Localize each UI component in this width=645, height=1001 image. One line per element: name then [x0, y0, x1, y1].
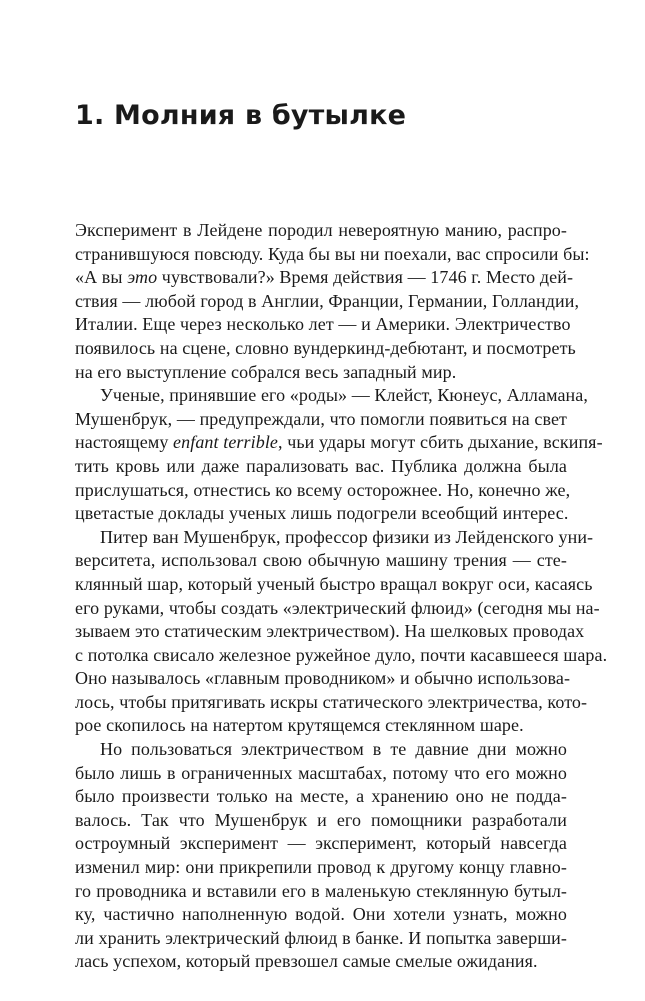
- text-line: [75, 361, 567, 385]
- paragraph: [75, 738, 567, 974]
- text-line: [75, 738, 567, 762]
- text-run: настоящему: [75, 432, 174, 453]
- text-line: [75, 408, 567, 432]
- text-line: [75, 266, 574, 290]
- text-line: [75, 431, 603, 455]
- text-line: [75, 549, 567, 573]
- paragraph: [75, 526, 608, 738]
- text-run: Эксперимент в Лейдене породил невероятную манию, распро-: [75, 220, 567, 240]
- text-line: [75, 880, 567, 904]
- text-run: го проводника и вставили его в маленькую стеклянную бутыл-: [75, 880, 567, 901]
- text-line: [75, 620, 585, 644]
- text-run: Питер ван Мушенбрук, профессор физики из Лейденского уни-: [100, 526, 594, 547]
- text-run: чувствовали?» Время действия — 1746 г. Место дей-: [157, 267, 574, 288]
- text-run: остроумный эксперимент — эксперимент, который навсегда: [75, 833, 567, 854]
- text-run: , чьи удары могут сбить дыхание, вскипя-: [278, 432, 603, 453]
- text-run: ли хранить электрический флюид в банке. И попытка заверши-: [75, 927, 567, 948]
- text-run: цветастые доклады ученых лишь подогрели всеобщий интерес.: [75, 503, 569, 524]
- text-line: [75, 809, 567, 833]
- emphasis-text: enfant terrible: [173, 432, 279, 453]
- text-line: [75, 455, 567, 479]
- text-line: [75, 691, 588, 715]
- text-run: лось, чтобы притягивать искры статического электричества, кото-: [75, 691, 588, 712]
- text-run: Мушенбрук, — предупреждали, что помогли появиться на свет: [75, 408, 567, 429]
- text-run: верситета, использовал свою обычную машину трения — сте-: [75, 550, 567, 571]
- paragraph: [75, 219, 590, 384]
- text-run: ствия — любой город в Англии, Франции, Германии, Голландии,: [75, 290, 580, 311]
- paragraph: [75, 384, 603, 526]
- text-line: [75, 337, 576, 361]
- text-run: на его выступление собрался весь западный мир.: [75, 361, 457, 382]
- text-line: [75, 384, 588, 408]
- text-run: клянный шар, который ученый быстро вращал вокруг оси, касаясь: [75, 573, 593, 594]
- text-run: Но пользоваться электричеством в те давние дни можно: [100, 739, 567, 760]
- text-line: [75, 573, 593, 597]
- text-run: с потолка свисало железное ружейное дуло, почти касавшееся шара.: [75, 644, 608, 665]
- text-run: его руками, чтобы создать «электрический флюид» (сегодня мы на-: [75, 597, 600, 618]
- text-run: странившуюся повсюду. Куда бы вы ни поехали, вас спросили бы:: [75, 243, 590, 264]
- emphasis-text: это: [127, 267, 158, 288]
- text-line: [75, 856, 567, 880]
- text-line: [75, 243, 590, 267]
- text-run: Ученые, принявшие его «роды» — Клейст, Кюнеус, Алламана,: [100, 385, 588, 406]
- text-line: [75, 597, 600, 621]
- text-run: ку, частично наполненную водой. Они хотели узнать, можно: [75, 904, 567, 925]
- chapter-body: [75, 219, 608, 974]
- text-run: лась успехом, который превзошел самые смелые ожидания.: [75, 951, 538, 972]
- text-run: «А вы: [75, 267, 128, 288]
- text-run: было лишь в ограниченных масштабах, потому что его можно: [75, 762, 567, 783]
- text-run: было произвести только на месте, а хранению оно не подда-: [75, 786, 567, 807]
- text-line: [75, 526, 594, 550]
- text-line: [75, 903, 567, 927]
- text-line: [75, 927, 567, 951]
- text-run: тить кровь или даже парализовать вас. Публика должна была: [75, 455, 567, 476]
- text-run: изменил мир: они прикрепили провод к другому концу главно-: [75, 857, 567, 878]
- text-line: [75, 313, 571, 337]
- text-run: рое скопилось на натертом крутящемся стеклянном шаре.: [75, 715, 524, 736]
- text-line: [75, 502, 567, 526]
- text-line: [75, 762, 567, 786]
- text-run: Оно называлось «главным проводником» и обычно использова-: [75, 668, 571, 689]
- text-line: [75, 785, 567, 809]
- text-run: Италии. Еще через несколько лет — и Америки. Электричество: [75, 314, 571, 335]
- text-line: [75, 950, 567, 974]
- text-line: [75, 667, 571, 691]
- text-run: прислушаться, отнестись ко всему осторожнее. Но, конечно же,: [75, 479, 571, 500]
- text-run: валось. Так что Мушенбрук и его помощники разработали: [75, 809, 567, 830]
- text-run: зываем это статическим электричеством). На шелковых проводах: [75, 621, 585, 642]
- text-line: [75, 219, 567, 243]
- chapter-title: 1. Молния в бутылке: [75, 100, 407, 131]
- text-line: [75, 714, 567, 738]
- text-line: [75, 644, 608, 668]
- text-run: появилось на сцене, словно вундеркинд-дебютант, и посмотреть: [75, 337, 576, 358]
- text-line: [75, 290, 580, 314]
- text-line: [75, 832, 567, 856]
- text-line: [75, 479, 571, 503]
